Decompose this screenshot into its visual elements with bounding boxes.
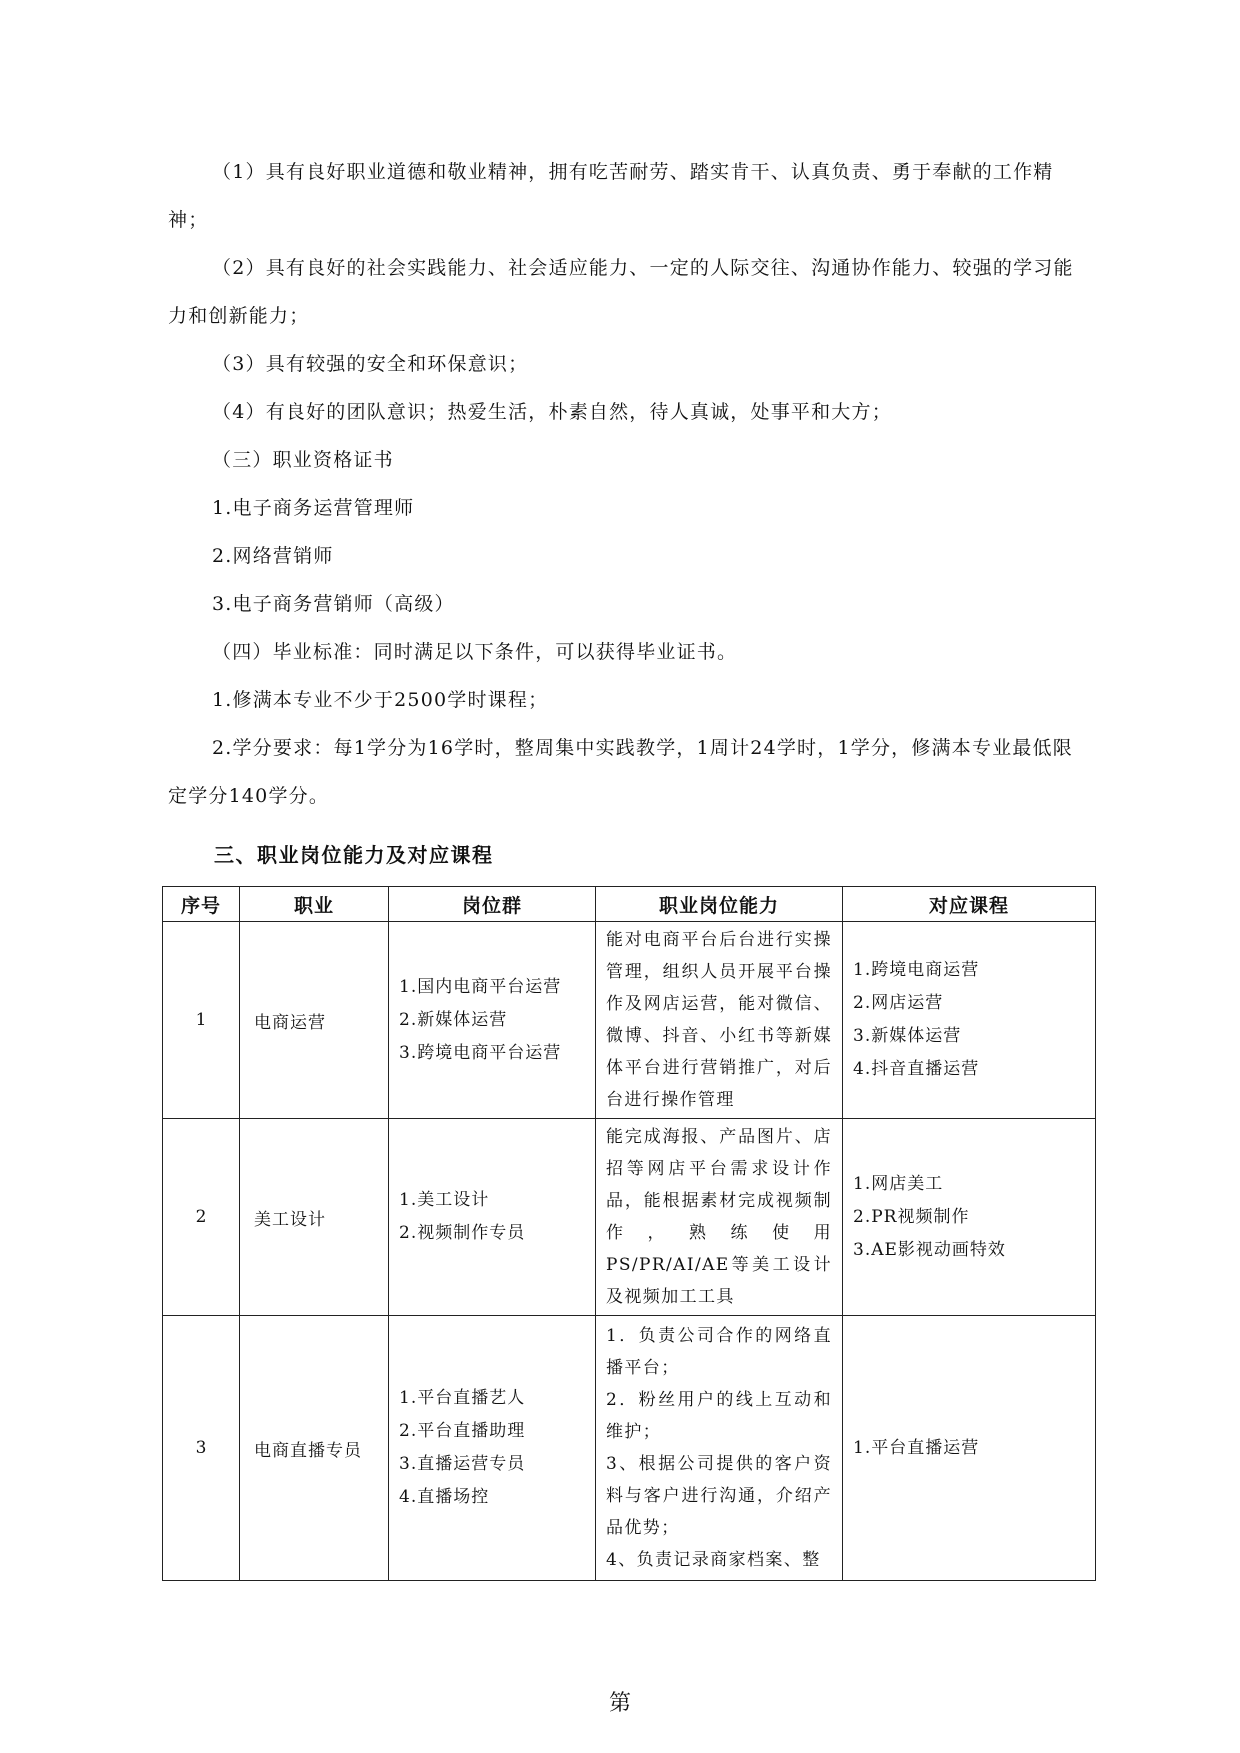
table-header-row: [163, 887, 1096, 922]
course-item: 2.PR视频制作: [853, 1206, 970, 1227]
ability-text: 能完成海报、产品图片、店招等网店平台需求设计作品，能根据素材完成视频制作，熟练使用PS/PR/AI/AE等美工设计及视频加工工具: [606, 1127, 832, 1307]
header-career: 职业: [240, 887, 389, 922]
course-item: 4.抖音直播运营: [853, 1059, 980, 1079]
position-item: 3.直播运营专员: [399, 1454, 526, 1474]
paragraph-quality-1: （1）具有良好职业道德和敬业精神，拥有吃苦耐劳、踏实肯干、认真负责、勇于奉献的工作精神；: [168, 161, 1054, 231]
cell-courses: [843, 922, 1096, 1119]
course-item: 2.网店运营: [853, 993, 944, 1013]
paragraph-certificate-2: 2.网络营销师: [212, 545, 334, 567]
course-item: 1.平台直播运营: [853, 1437, 980, 1458]
ability-line: 1．负责公司合作的网络直播平台；: [606, 1326, 832, 1378]
course-item: 1.跨境电商运营: [853, 960, 980, 980]
paragraph-quality-3: （3）具有较强的安全和环保意识；: [212, 353, 529, 375]
position-item: 2.视频制作专员: [399, 1223, 526, 1243]
cell-abilities: [596, 922, 843, 1119]
position-item: 4.直播场控: [399, 1487, 490, 1507]
paragraph-certificate-1: 1.电子商务运营管理师: [212, 497, 415, 519]
ability-line: 4、负责记录商家档案、整: [606, 1550, 821, 1570]
ability-text: 能对电商平台后台进行实操管理，组织人员开展平台操作及网店运营，能对微信、微博、抖音、小红书等新媒体平台进行营销推广，对后台进行操作管理: [606, 930, 832, 1110]
cell-career: 电商直播专员: [240, 1316, 389, 1581]
cell-index: 1: [163, 922, 240, 1119]
cell-index: 2: [163, 1119, 240, 1316]
cell-courses: [843, 1119, 1096, 1316]
paragraph-quality-2: （2）具有良好的社会实践能力、社会适应能力、一定的人际交往、沟通协作能力、较强的学习能力和创新能力；: [168, 257, 1074, 327]
position-item: 2.平台直播助理: [399, 1421, 526, 1441]
course-item: 3.AE影视动画特效: [853, 1239, 1006, 1260]
paragraph-graduation-hours: 1.修满本专业不少于2500学时课程；: [212, 689, 549, 711]
header-index: 序号: [163, 887, 240, 922]
position-item: 1.国内电商平台运营: [399, 976, 562, 997]
course-item: 1.网店美工: [853, 1173, 944, 1194]
cell-career: 美工设计: [240, 1119, 389, 1316]
header-abilities: 职业岗位能力: [596, 887, 843, 922]
cell-courses: [843, 1316, 1096, 1581]
cell-abilities: [596, 1316, 843, 1581]
position-item: 1.平台直播艺人: [399, 1388, 526, 1408]
header-positions: 岗位群: [389, 887, 596, 922]
cell-abilities: [596, 1119, 843, 1316]
paragraph-quality-4: （4）有良好的团队意识；热爱生活，朴素自然，待人真诚，处事平和大方；: [212, 401, 892, 423]
paragraph-graduation-heading: （四）毕业标准：同时满足以下条件，可以获得毕业证书。: [212, 641, 738, 663]
cell-positions: [389, 1119, 596, 1316]
paragraph-graduation-credits: 2.学分要求：每1学分为16学时，整周集中实践教学，1周计24学时，1学分，修满本专业最低限定学分140学分。: [168, 737, 1073, 807]
page-footer: 第: [608, 1691, 631, 1716]
course-item: 3.新媒体运营: [853, 1026, 962, 1046]
paragraph-certificates-heading: （三）职业资格证书: [212, 449, 394, 471]
table-row: [163, 1316, 1096, 1581]
ability-line: 3、根据公司提供的客户资料与客户进行沟通，介绍产品优势；: [606, 1454, 832, 1538]
position-item: 2.新媒体运营: [399, 1009, 508, 1030]
position-item: 3.跨境电商平台运营: [399, 1042, 562, 1063]
cell-career: 电商运营: [240, 922, 389, 1119]
career-course-table: [162, 886, 1096, 1581]
cell-positions: [389, 1316, 596, 1581]
table-row: [163, 1119, 1096, 1316]
cell-positions: [389, 922, 596, 1119]
cell-index: 3: [163, 1316, 240, 1581]
header-courses: 对应课程: [843, 887, 1096, 922]
paragraph-certificate-3: 3.电子商务营销师（高级）: [212, 593, 455, 615]
table-row: [163, 922, 1096, 1119]
ability-line: 2．粉丝用户的线上互动和维护；: [606, 1390, 832, 1442]
position-item: 1.美工设计: [399, 1190, 490, 1210]
section-heading: 三、职业岗位能力及对应课程: [214, 843, 494, 867]
